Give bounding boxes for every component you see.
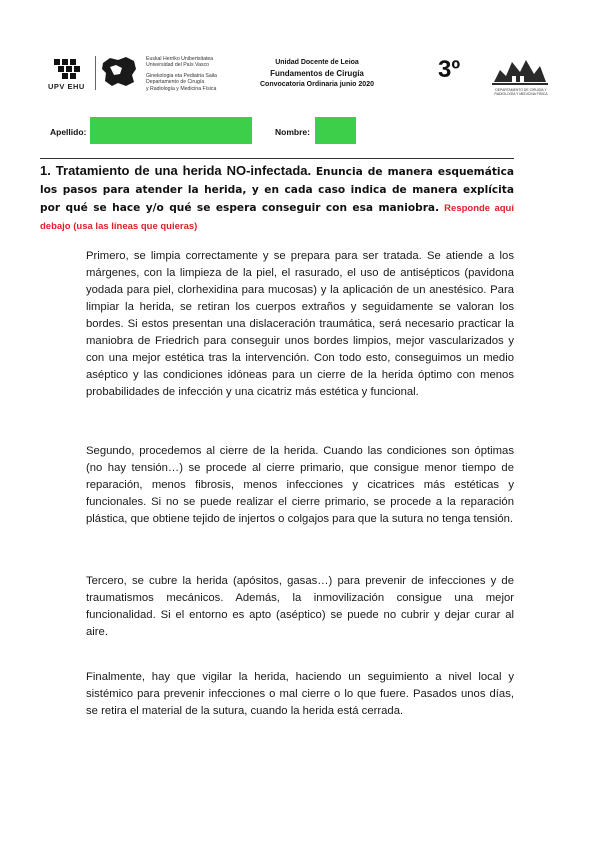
logo-divider [95, 56, 96, 90]
university-line: Universidad del País Vasco [146, 62, 210, 69]
upv-ehu-text: UPV EHU [48, 82, 85, 91]
name-label: Nombre: [275, 127, 310, 137]
question-block [40, 162, 514, 235]
university-line: y Radiología y Medicina Física [146, 85, 217, 92]
header-rule [40, 158, 514, 159]
answer-paragraph: Tercero, se cubre la herida (apósitos, gasas…) para prevenir de infecciones y de traumatismos mecánicos. Además, la inmovilización consigue una mejor funcionalidad. Si el entorno es apto (aséptico) se puede no cubrir y dejar curar al aire. [86, 575, 514, 638]
university-line: Departamento de Cirugía [146, 79, 205, 86]
answer-paragraph: Primero, se limpia correctamente y se prepara para ser tratada. Se atiende a los márgenes, con la limpieza de la piel, el rasurado, el uso de antisépticos (pavidona yodada para piel, clorhexidina para mucosas) y la aplicación de un anestésico. Para limpiar la herida, se retiran los cuerpos extraños y seguidamente se valoran los bordes. Si estos presentan una dislaceración traumática, será necesario practicar la maniobra de Friedrich para conseguir unos bordes limpios, mejor vascularizados y con una mejor estética tras la intervención. Con todo esto, conseguimos un medio aséptico y las condiciones idóneas para un cierre de la herida óptimo con menos probabilidades de infección y una cicatriz más estética y funcional. [86, 250, 514, 398]
question-instruction: Responde aquí debajo (usa las líneas que quieras) [40, 203, 514, 232]
answer-paragraph: Finalmente, hay que vigilar la herida, haciendo un seguimiento a nivel local y sistémico para prevenir infecciones o mal cierre o lo que fuere. Pasados unos días, se retira el material de la sutura, cuando la herida está cerrada. [86, 671, 514, 717]
surname-label: Apellido: [50, 127, 87, 137]
grade-label: 3º [438, 56, 461, 83]
exam-header [252, 58, 382, 90]
university-lines [146, 56, 236, 92]
name-redaction [315, 117, 356, 144]
subject-title: Fundamentos de Cirugía [270, 69, 364, 78]
department-logo-icon [490, 52, 550, 90]
basque-map-icon [100, 55, 138, 89]
unit-title: Unidad Docente de Leioa [275, 59, 359, 66]
university-line: Ginekologia eta Pediatria Saila [146, 72, 217, 79]
call-title: Convocatoria Ordinaria junio 2020 [260, 81, 374, 88]
university-line: Euskal Herriko Unibertsitatea [146, 56, 214, 62]
surname-redaction [90, 117, 252, 144]
question-body: Enuncia de manera esquemática los pasos para atender la herida, y en cada caso indica de manera explícita por qué se hace y/o qué se espera conseguir con esa maniobra. [40, 166, 514, 214]
question-title: 1. Tratamiento de una herida NO-infectada. [40, 163, 312, 178]
answer-paragraph: Segundo, procedemos al cierre de la herida. Cuando las condiciones son óptimas (no hay tensión…) se procede al cierre primario, que consigue menor tiempo de reparación, menos fibrosis, menos infecciones y cicatrices más estéticas y funcionales. Si no se puede realizar el cierre primario, se procede a la reparación plástica, que obtiene tejido de injertos o colgajos para que la sutura no tenga tensión. [86, 445, 514, 525]
department-logo-text: DEPARTAMENTO DE CIRUGÍA Y RADIOLOGÍA Y MEDICINA FÍSICA [494, 88, 548, 96]
